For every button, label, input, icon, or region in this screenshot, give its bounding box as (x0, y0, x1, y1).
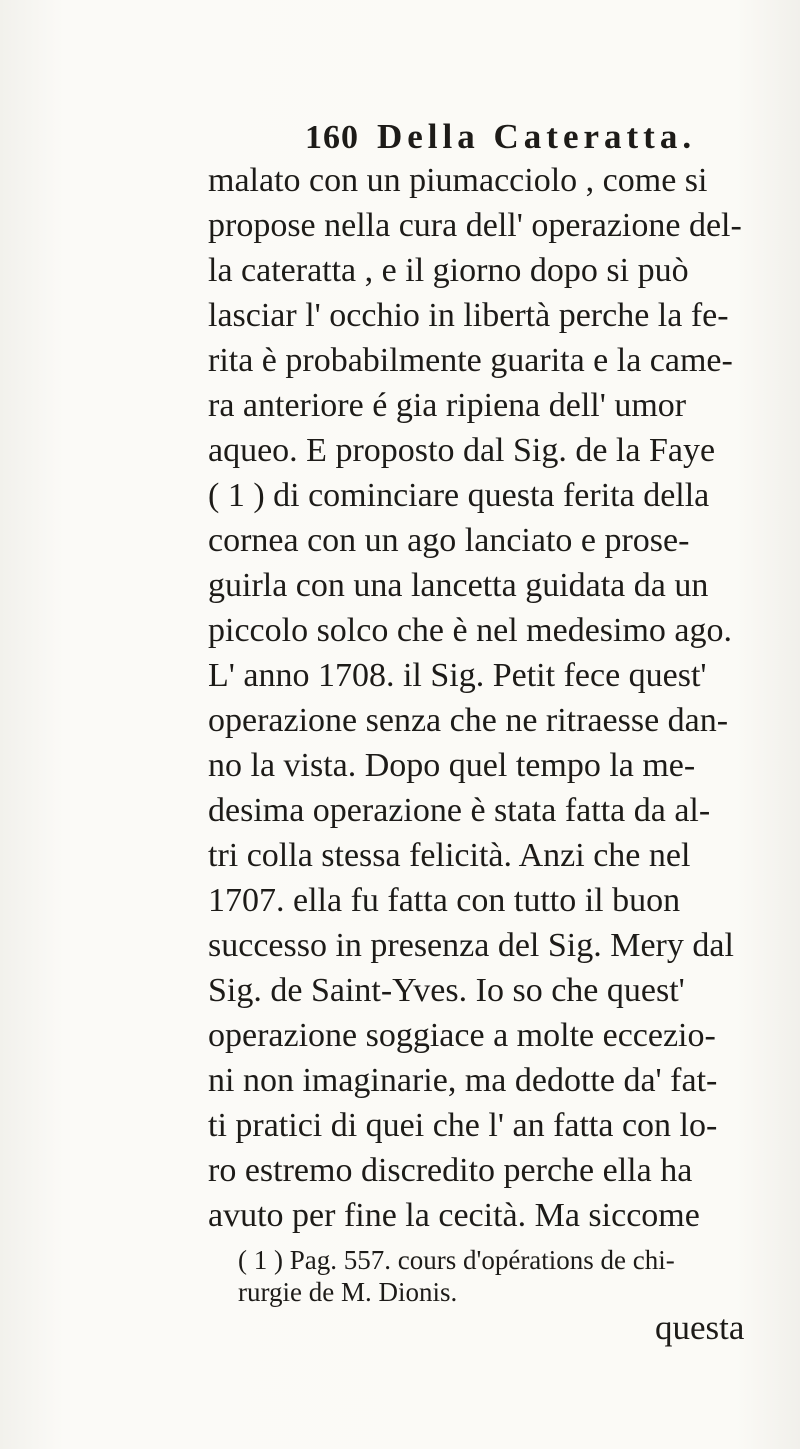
text-line: L' anno 1708. il Sig. Petit fece quest' (208, 657, 707, 694)
footnote-line: rurgie de M. Dionis. (238, 1277, 458, 1307)
text-line: desima operazione è stata fatta da al- (208, 792, 711, 829)
text-line: Sig. de Saint-Yves. Io so che quest' (208, 972, 685, 1009)
text-line: operazione soggiace a molte eccezio- (208, 1017, 716, 1054)
text-line: aqueo. E proposto dal Sig. de la Faye (208, 432, 716, 469)
text-line: successo in presenza del Sig. Mery dal (208, 927, 734, 964)
text-line: cornea con un ago lanciato e prose- (208, 522, 690, 559)
footnote-line: ( 1 ) Pag. 557. cours d'opérations de chi- (238, 1245, 675, 1275)
text-line: ( 1 ) di cominciare questa ferita della (208, 477, 710, 514)
footnote (238, 1244, 768, 1308)
text-line: malato con un piumacciolo , come si (208, 162, 708, 199)
text-line: ni non imaginarie, ma dedotte da' fat- (208, 1062, 718, 1099)
running-head: Della Cateratta. (377, 117, 697, 156)
text-line: propose nella cura dell' operazione del- (208, 207, 742, 244)
text-line: tri colla stessa felicità. Anzi che nel (208, 837, 691, 874)
page-header (305, 114, 785, 160)
text-line: avuto per fine la cecità. Ma siccome (208, 1197, 700, 1234)
page-number: 160 (305, 119, 359, 156)
text-line: lasciar l' occhio in libertà perche la fe- (208, 297, 729, 334)
text-line: no la vista. Dopo quel tempo la me- (208, 747, 696, 784)
text-line: ti pratici di quei che l' an fatta con lo- (208, 1107, 718, 1144)
text-line: la cateratta , e il giorno dopo si può (208, 252, 689, 289)
catchword: questa (655, 1308, 745, 1347)
text-line: ro estremo discredito perche ella ha (208, 1152, 693, 1189)
text-line: rita è probabilmente guarita e la came- (208, 342, 733, 379)
text-line: guirla con una lancetta guidata da un (208, 567, 709, 604)
text-line: ra anteriore é gia ripiena dell' umor (208, 387, 687, 424)
text-line: 1707. ella fu fatta con tutto il buon (208, 882, 681, 919)
text-line: operazione senza che ne ritraesse dan- (208, 702, 729, 739)
main-text (208, 158, 768, 1238)
text-line: piccolo solco che è nel medesimo ago. (208, 612, 732, 649)
